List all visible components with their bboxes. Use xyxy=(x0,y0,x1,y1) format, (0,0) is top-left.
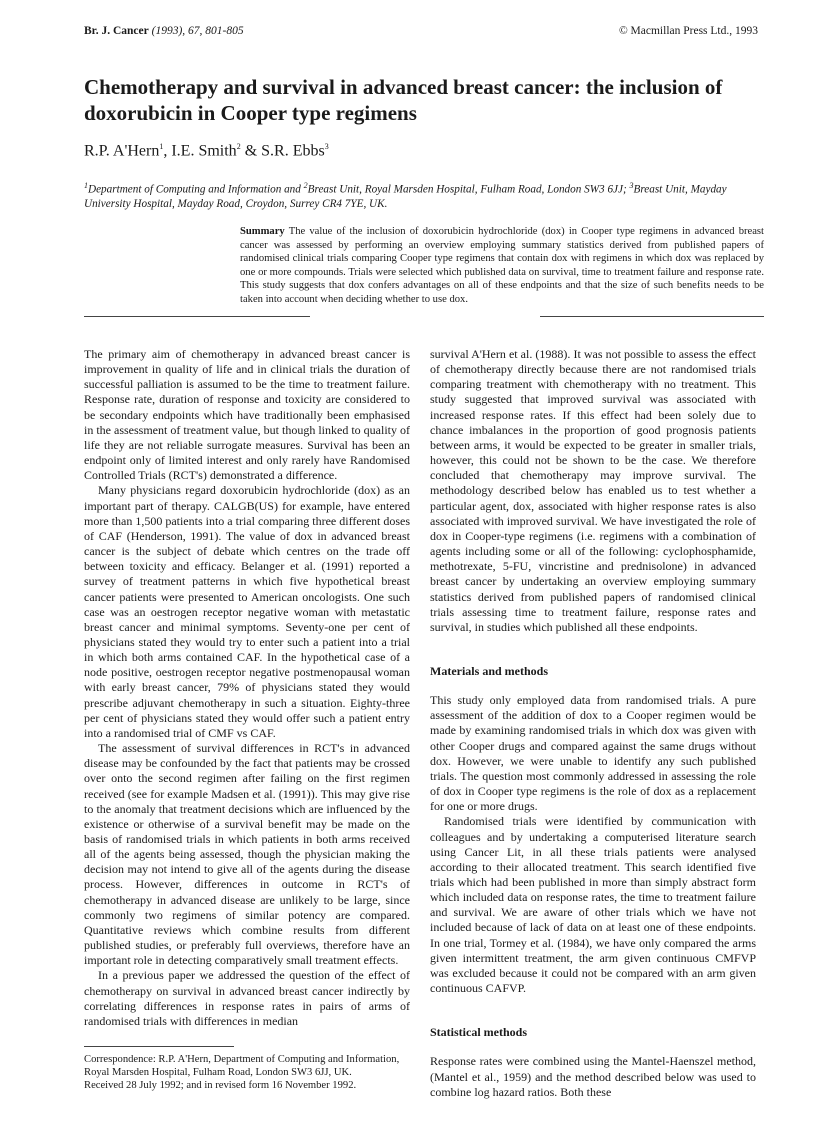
author-list xyxy=(84,142,329,160)
footnote xyxy=(84,1053,410,1092)
affil-text-1: Department of Computing and Information and xyxy=(88,183,304,196)
paragraph: survival A'Hern et al. (1988). It was not possible to assess the effect of chemotherapy directly because there are not randomised trials comparing treatment with chemotherapy with no treatment. This study suggested that improved survival was associated with increased response rates. If this effect had been solely due to chance imbalances in the proportion of good prognosis patients between arms, it would be expected to be greater in smaller trials, however, this could not be shown to be the case. We therefore concluded that chemotherapy may improve survival. The methodology described below has enabled us to test whether a particular agent, dox, associated with higher response rates is also associated with improved survival. We have investigated the role of dox in Cooper-type regimens (i.e. regimens with a combination of agents including some or all of the following: cyclophosphamide, methotrexate, 5-FU, vincristine and prednisolone) in advanced breast cancer by undertaking an overview employing summary statistics derived from published papers of randomised clinical trials assessing time to treatment failure, response rates and survival, in studies which published all these endpoints. xyxy=(430,347,756,634)
author-2-mark: 2 xyxy=(236,142,241,151)
affil-text-2: Breast Unit, Royal Marsden Hospital, Fulham Road, London SW3 6JJ; xyxy=(307,183,630,196)
affiliations xyxy=(84,179,764,211)
author-3-mark: 3 xyxy=(324,142,329,151)
author-1: R.P. A'Hern xyxy=(84,142,160,160)
article-title: Chemotherapy and survival in advanced breast cancer: the inclusion of doxorubicin in Cooper type regimens xyxy=(84,75,723,125)
paragraph: In a previous paper we addressed the question of the effect of chemotherapy on survival in advanced breast cancer indirectly by correlating differences in response rates in pairs of arms of randomised trials with differences in median xyxy=(84,968,410,1028)
paragraph: Randomised trials were identified by communication with colleagues and by undertaking a computerised literature search using Cancer Lit, in all these trials patients were analysed according to their allocated treatment. This search identified five trials which had been published in more than simply abstract form which included data on response rates, the time to treatment failure and survival. We are aware of other trials which we have not included because of lack of data on at least one of these endpoints. In one trial, Tormey et al. (1984), we have only compared the arms given intermittent treatment, the arm given continuous CMFVP was excluded because it could not be compared with an arm given continuous CAFVP. xyxy=(430,814,756,996)
section-heading-materials: Materials and methods xyxy=(430,663,548,678)
author-3: S.R. Ebbs xyxy=(261,142,325,160)
author-separator: & xyxy=(240,142,262,160)
body-column-left xyxy=(84,347,410,1029)
section-heading-statistics: Statistical methods xyxy=(430,1025,527,1040)
affil-text-3: Breast Unit, Mayday University Hospital, Mayday Road, Croydon, Surrey CR4 7YE, UK. xyxy=(84,183,727,210)
paragraph: The primary aim of chemotherapy in advanced breast cancer is improvement in quality of life and in clinical trials the duration of successful palliation is assumed to be the time to treatment failure. Response rate, duration of response and toxicity are considered to be secondary endpoints which have traditionally been emphasised in the assessment of treatment value, but though linked to quality of life they are not reliable surrogate measures. Survival has been an endpoint only of limited interest and only rarely have Randomised Controlled Trials (RCT's) demonstrated a difference. xyxy=(84,347,410,483)
divider-left xyxy=(84,316,310,317)
affil-mark-2: 2 xyxy=(303,181,308,190)
affil-mark-3: 3 xyxy=(629,181,634,190)
footnote-divider xyxy=(84,1046,234,1047)
publisher-copyright: © Macmillan Press Ltd., 1993 xyxy=(618,25,758,37)
paragraph: This study only employed data from randomised trials. A pure assessment of the addition of dox to a Cooper regimen would be made by examining randomised trials in which dox was given with other Cooper drugs and compared against the same drugs without dox. However, we were unable to identify any such published trials. The question most commonly addressed in assessing the role of dox in Cooper type regimens is the role of dox as a replacement for one or more drugs. xyxy=(430,693,756,814)
journal-name: Br. J. Cancer xyxy=(84,25,149,37)
journal-citation xyxy=(84,25,244,37)
paragraph: Many physicians regard doxorubicin hydrochloride (dox) as an important part of therapy. CALGB(US) for example, have entered more than 1,500 patients into a trial comparing three different doses of CAF (Henderson, 1991). The value of dox in advanced breast cancer is the subject of debate which centres on the trade off between toxicity and efficacy. Belanger et al. (1991) reported a survey of treatment patterns in which five hypothetical breast cancer patients were presented to American oncologists. One such case was an oestrogen receptor negative woman with metastatic breast cancer and minimal symptoms. Seventy-one per cent of physicians stated they would try to enter such a patient into a trial in which both arms contained CAF. In the hypothetical case of a node positive, oestrogen receptor negative postmenopausal woman with early breast cancer, 79% of physicians stated they would prescribe adjuvant chemotherapy in such a situation. Eighty-three per cent of physicians stated they would offer such a patient entry into a randomised trial of CMF vs CAF. xyxy=(84,483,411,740)
paragraph: Response rates were combined using the Mantel-Haenszel method, (Mantel et al., 1959) and the method described below was used to combine log hazard ratios. Both these xyxy=(430,1054,756,1099)
citation-volume: (1993), 67, 801-805 xyxy=(151,25,244,37)
affil-mark-1: 1 xyxy=(84,181,88,190)
body-column-right xyxy=(430,347,756,1100)
correspondence: Correspondence: R.P. A'Hern, Department of Computing and Information, Royal Marsden Hospital, Fulham Road, London SW3 6JJ, UK. xyxy=(84,1054,400,1078)
summary-label: Summary xyxy=(240,226,285,237)
divider-right xyxy=(540,316,764,317)
received-dates: Received 28 July 1992; and in revised form 16 November 1992. xyxy=(84,1080,357,1091)
author-2: I.E. Smith xyxy=(171,142,237,160)
author-1-mark: 1 xyxy=(159,142,164,151)
summary xyxy=(240,225,764,307)
summary-text: The value of the inclusion of doxorubicin hydrochloride (dox) in Cooper type regimens in advanced breast cancer was assessed by performing an overview employing summary statistics derived from published papers of randomised clinical trials comparing Cooper type regimens that contain dox with regimens in which dox was replaced by one or more compounds. Trials were selected which published data on survival, time to treatment failure and response rate. This study suggests that dox confers advantages on all of these endpoints and that the size of such benefits needs to be taken into account when deciding whether to use dox. xyxy=(240,226,764,305)
author-separator: , xyxy=(163,142,172,160)
paragraph: The assessment of survival differences in RCT's in advanced disease may be confounded by the fact that patients may be crossed over onto the second regimen after failing on the first regimen received (see for example Madsen et al. (1991)). This may give rise to the anomaly that treatment decisions which are influenced by the existence or otherwise of a survival benefit may be made on the basis of randomised trials in which patients in both arms received all of the agents being assessed, though the physician making the decision may not intend to give all of the agents during the disease process. However, differences in outcome in RCT's of chemotherapy in advanced disease are unlikely to be large, since commonly two regimens of similar potency are compared. Quantitative reviews which combine results from different published studies, or preferably full overviews, therefore have an important role in detecting comparatively small treatment effects. xyxy=(84,741,410,968)
